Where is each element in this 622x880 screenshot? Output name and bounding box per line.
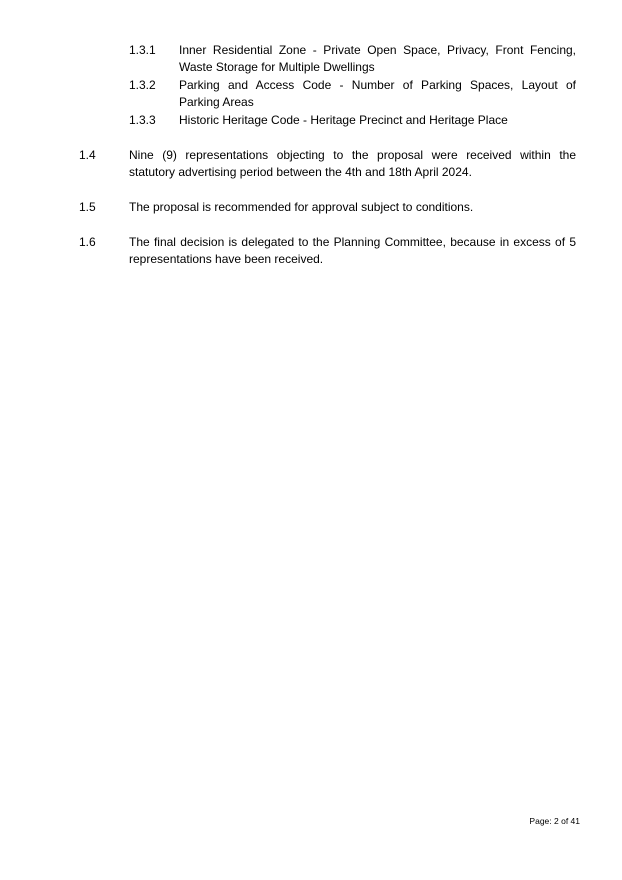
paragraph-text-line: representations have been received. <box>129 252 324 266</box>
paragraph-text-line: The final decision is delegated to the Planning Committee, because in excess of 5 <box>129 235 576 249</box>
subitem-text-line: Historic Heritage Code - Heritage Precinct and Heritage Place <box>179 113 508 127</box>
paragraph-number: 1.5 <box>79 200 96 214</box>
subitem-text-line: Waste Storage for Multiple Dwellings <box>179 60 375 74</box>
subitem-text-line: Parking and Access Code - Number of Parking Spaces, Layout of <box>179 78 576 92</box>
paragraph-text-line: The proposal is recommended for approval subject to conditions. <box>129 200 474 214</box>
paragraph-text-line: Nine (9) representations objecting to the proposal were received within the <box>129 148 576 162</box>
subitem-text-line: Inner Residential Zone - Private Open Space, Privacy, Front Fencing, <box>179 43 576 57</box>
paragraph-number: 1.6 <box>79 235 96 249</box>
subitem-text-line: Parking Areas <box>179 95 254 109</box>
paragraph-text-line: statutory advertising period between the 4th and 18th April 2024. <box>129 165 472 179</box>
subitem-number: 1.3.2 <box>129 78 156 92</box>
paragraph-number: 1.4 <box>79 148 96 162</box>
page-number-footer: Page: 2 of 41 <box>529 816 580 826</box>
subitem-number: 1.3.1 <box>129 43 156 57</box>
subitem-number: 1.3.3 <box>129 113 156 127</box>
